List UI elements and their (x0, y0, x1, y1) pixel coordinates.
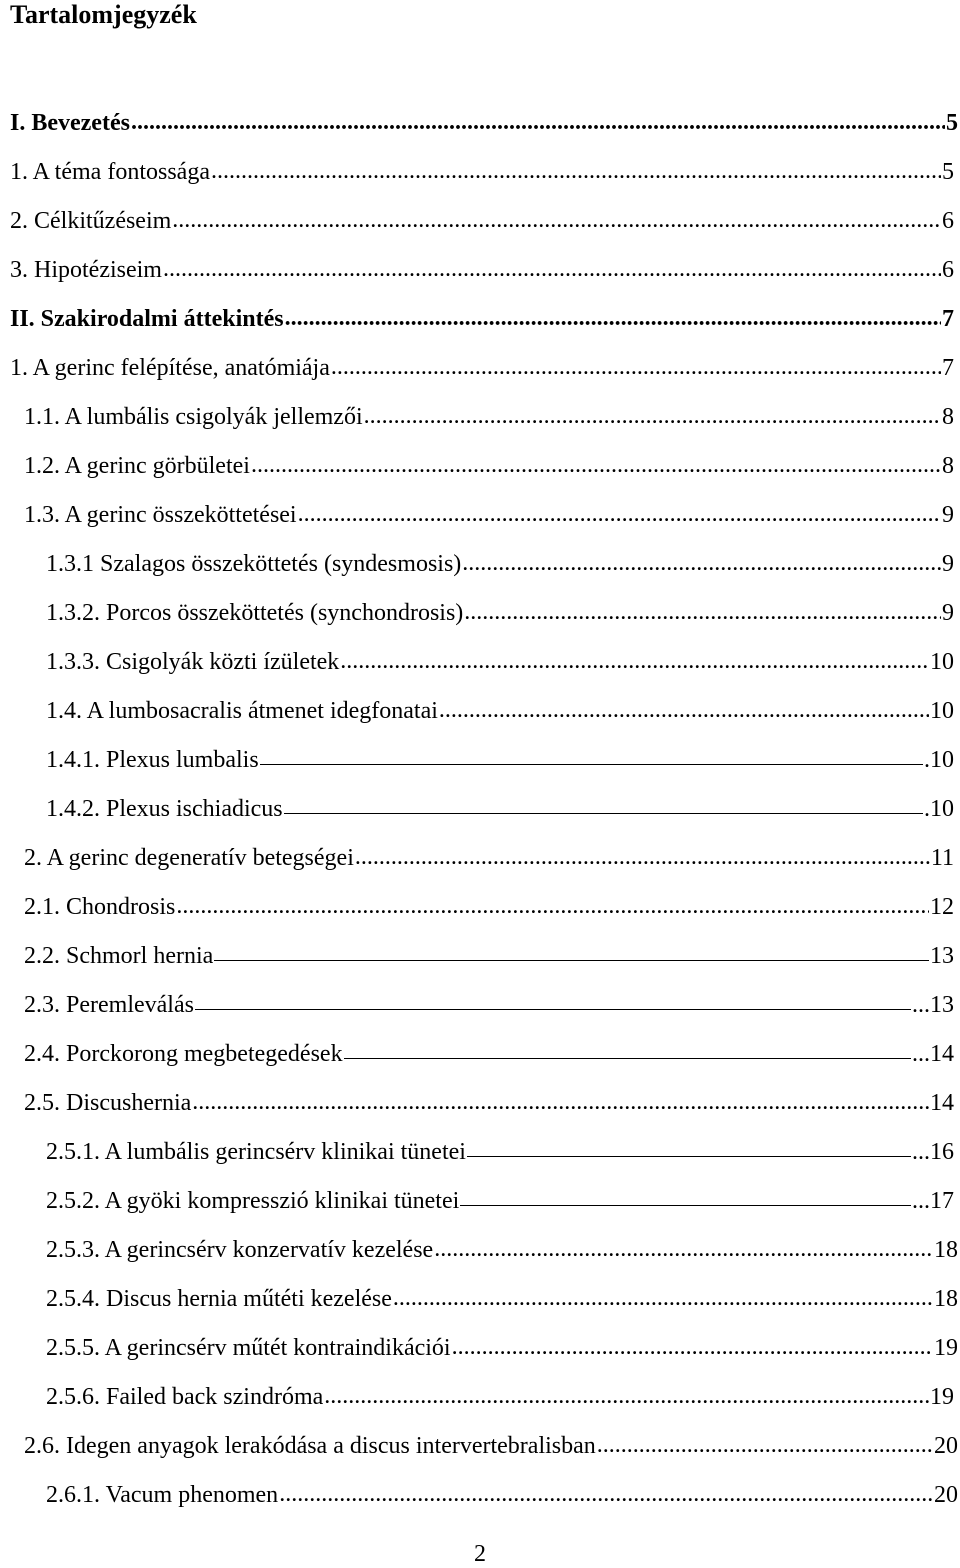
toc-entry[interactable] (46, 1236, 958, 1264)
dot-leader (393, 1284, 933, 1312)
dot-leader (131, 108, 945, 136)
toc-entry-label: 2.5.1. A lumbális gerincsérv klinikai tünetei (46, 1139, 466, 1165)
toc-entry-page: 6 (942, 257, 954, 283)
toc-entry-page: 10 (930, 649, 954, 675)
toc-entry-label: I. Bevezetés (10, 110, 130, 136)
dot-leader (434, 1235, 933, 1263)
toc-entry-page: 10 (930, 698, 954, 724)
dot-leader (452, 1333, 933, 1361)
toc-entry[interactable] (10, 305, 954, 333)
toc-entry-label: 2.6. Idegen anyagok lerakódása a discus intervertebralisban (24, 1433, 596, 1459)
toc-entry[interactable] (46, 746, 954, 774)
toc-entry-label: 2.3. Peremleválás (24, 992, 194, 1018)
toc-entry-page: 20 (934, 1433, 958, 1459)
toc-entry[interactable] (46, 599, 954, 627)
toc-entry-label: 1.2. A gerinc görbületei (24, 453, 250, 479)
toc-entry[interactable] (46, 1481, 958, 1509)
toc-entry-page: 9 (942, 600, 954, 626)
line-leader (467, 1156, 911, 1157)
toc-entry-page: 8 (942, 404, 954, 430)
dot-leader (439, 696, 929, 724)
dot-leader (364, 402, 941, 430)
toc-entry[interactable] (24, 1432, 958, 1460)
toc-entry-label: 2.4. Porckorong megbetegedések (24, 1041, 343, 1067)
dot-leader (462, 549, 941, 577)
line-leader (195, 1009, 911, 1010)
toc-entry-page: 14 (930, 1090, 954, 1116)
toc-entry[interactable] (10, 207, 954, 235)
toc-entry[interactable] (46, 1285, 958, 1313)
toc-entry-label: 1. A gerinc felépítése, anatómiája (10, 355, 330, 381)
toc-entry-label: 2. A gerinc degeneratív betegségei (24, 845, 354, 871)
toc-entry-label: 1.3. A gerinc összeköttetései (24, 502, 297, 528)
toc-entry-page: 8 (942, 453, 954, 479)
toc-entry-page: .10 (924, 747, 954, 773)
toc-entry[interactable] (46, 795, 954, 823)
toc-entry[interactable] (10, 256, 954, 284)
toc-entry-label: 2.1. Chondrosis (24, 894, 176, 920)
toc-entry[interactable] (46, 1383, 954, 1411)
toc-entry-page: 7 (942, 306, 954, 332)
dot-leader (331, 353, 941, 381)
toc-entry-page: ...17 (912, 1188, 954, 1214)
toc-entry-page: 7 (942, 355, 954, 381)
toc-entry[interactable] (24, 942, 954, 970)
toc-entry-label: 1.4. A lumbosacralis átmenet idegfonatai (46, 698, 438, 724)
toc-entry[interactable] (24, 893, 954, 921)
toc-entry-page: 9 (942, 551, 954, 577)
toc-entry-page: 18 (934, 1237, 958, 1263)
toc-entry[interactable] (46, 1138, 954, 1166)
toc-entry-label: 1.3.1 Szalagos összeköttetés (syndesmosis) (46, 551, 462, 577)
toc-entry[interactable] (10, 354, 954, 382)
dot-leader (324, 1382, 929, 1410)
toc-entry-page: 12 (930, 894, 954, 920)
toc-entry-label: 2.5.3. A gerincsérv konzervatív kezelése (46, 1237, 434, 1263)
toc-entry-label: 1.3.2. Porcos összeköttetés (synchondrosis) (46, 600, 464, 626)
dot-leader (285, 304, 941, 332)
toc-entry-page: ...14 (912, 1041, 954, 1067)
toc-entry-label: 2. Célkitűzéseim (10, 208, 172, 234)
toc-entry-label: 1.4.2. Plexus ischiadicus (46, 796, 283, 822)
toc-entry-page: 19 (934, 1335, 958, 1361)
toc-entry[interactable] (24, 1040, 954, 1068)
dot-leader (163, 255, 941, 283)
toc-entry-label: 2.5.5. A gerincsérv műtét kontraindikációi (46, 1335, 451, 1361)
toc-entry-page: 13 (930, 943, 954, 969)
toc-entry-page: 19 (930, 1384, 954, 1410)
toc-entry[interactable] (24, 452, 954, 480)
line-leader (284, 813, 923, 814)
dot-leader (355, 843, 930, 871)
toc-entry[interactable] (24, 991, 954, 1019)
toc-entry[interactable] (46, 550, 954, 578)
toc-entry-label: 2.2. Schmorl hernia (24, 943, 214, 969)
toc-entry-label: II. Szakirodalmi áttekintés (10, 306, 284, 332)
toc-entry-page: 5 (942, 159, 954, 185)
dot-leader (211, 157, 941, 185)
toc-entry-label: 2.6.1. Vacum phenomen (46, 1482, 279, 1508)
toc-entry-page: 20 (934, 1482, 958, 1508)
dot-leader (464, 598, 941, 626)
dot-leader (192, 1088, 929, 1116)
dot-leader (298, 500, 941, 528)
toc-entry-page: 18 (934, 1286, 958, 1312)
toc-entry-label: 2.5.4. Discus hernia műtéti kezelése (46, 1286, 392, 1312)
page-number: 2 (474, 1541, 486, 1567)
toc-entry-page: 11 (930, 845, 954, 871)
toc-entry-page: .10 (924, 796, 954, 822)
toc-title: Tartalomjegyzék (10, 0, 197, 29)
line-leader (344, 1058, 911, 1059)
toc-entry[interactable] (46, 1187, 954, 1215)
toc-entry-label: 1.1. A lumbális csigolyák jellemzői (24, 404, 363, 430)
toc-entry-label: 3. Hipotéziseim (10, 257, 162, 283)
dot-leader (279, 1480, 933, 1508)
line-leader (460, 1205, 911, 1206)
toc-entry[interactable] (46, 1334, 958, 1362)
dot-leader (340, 647, 929, 675)
toc-entry[interactable] (24, 844, 954, 872)
dot-leader (176, 892, 929, 920)
line-leader (214, 960, 929, 961)
toc-entry[interactable] (10, 158, 954, 186)
toc-entry[interactable] (24, 1089, 954, 1117)
toc-entry-label: 1.4.1. Plexus lumbalis (46, 747, 259, 773)
dot-leader (251, 451, 941, 479)
toc-entry[interactable] (24, 403, 954, 431)
toc-entry-page: 9 (942, 502, 954, 528)
line-leader (260, 764, 923, 765)
toc-entry[interactable] (24, 501, 954, 529)
dot-leader (597, 1431, 933, 1459)
toc-entry[interactable] (46, 697, 954, 725)
toc-entry[interactable] (46, 648, 954, 676)
dot-leader (172, 206, 941, 234)
toc-entry-label: 1.3.3. Csigolyák közti ízületek (46, 649, 340, 675)
toc-entry-label: 2.5. Discushernia (24, 1090, 192, 1116)
toc-entry-label: 2.5.6. Failed back szindróma (46, 1384, 324, 1410)
toc-entry[interactable] (10, 109, 958, 137)
toc-entry-label: 2.5.2. A gyöki kompresszió klinikai tünetei (46, 1188, 460, 1214)
toc-entry-page: ...13 (912, 992, 954, 1018)
toc-entry-label: 1. A téma fontossága (10, 159, 210, 185)
toc-entry-page: 5 (946, 110, 958, 136)
toc-entry-page: ...16 (912, 1139, 954, 1165)
toc-entry-page: 6 (942, 208, 954, 234)
